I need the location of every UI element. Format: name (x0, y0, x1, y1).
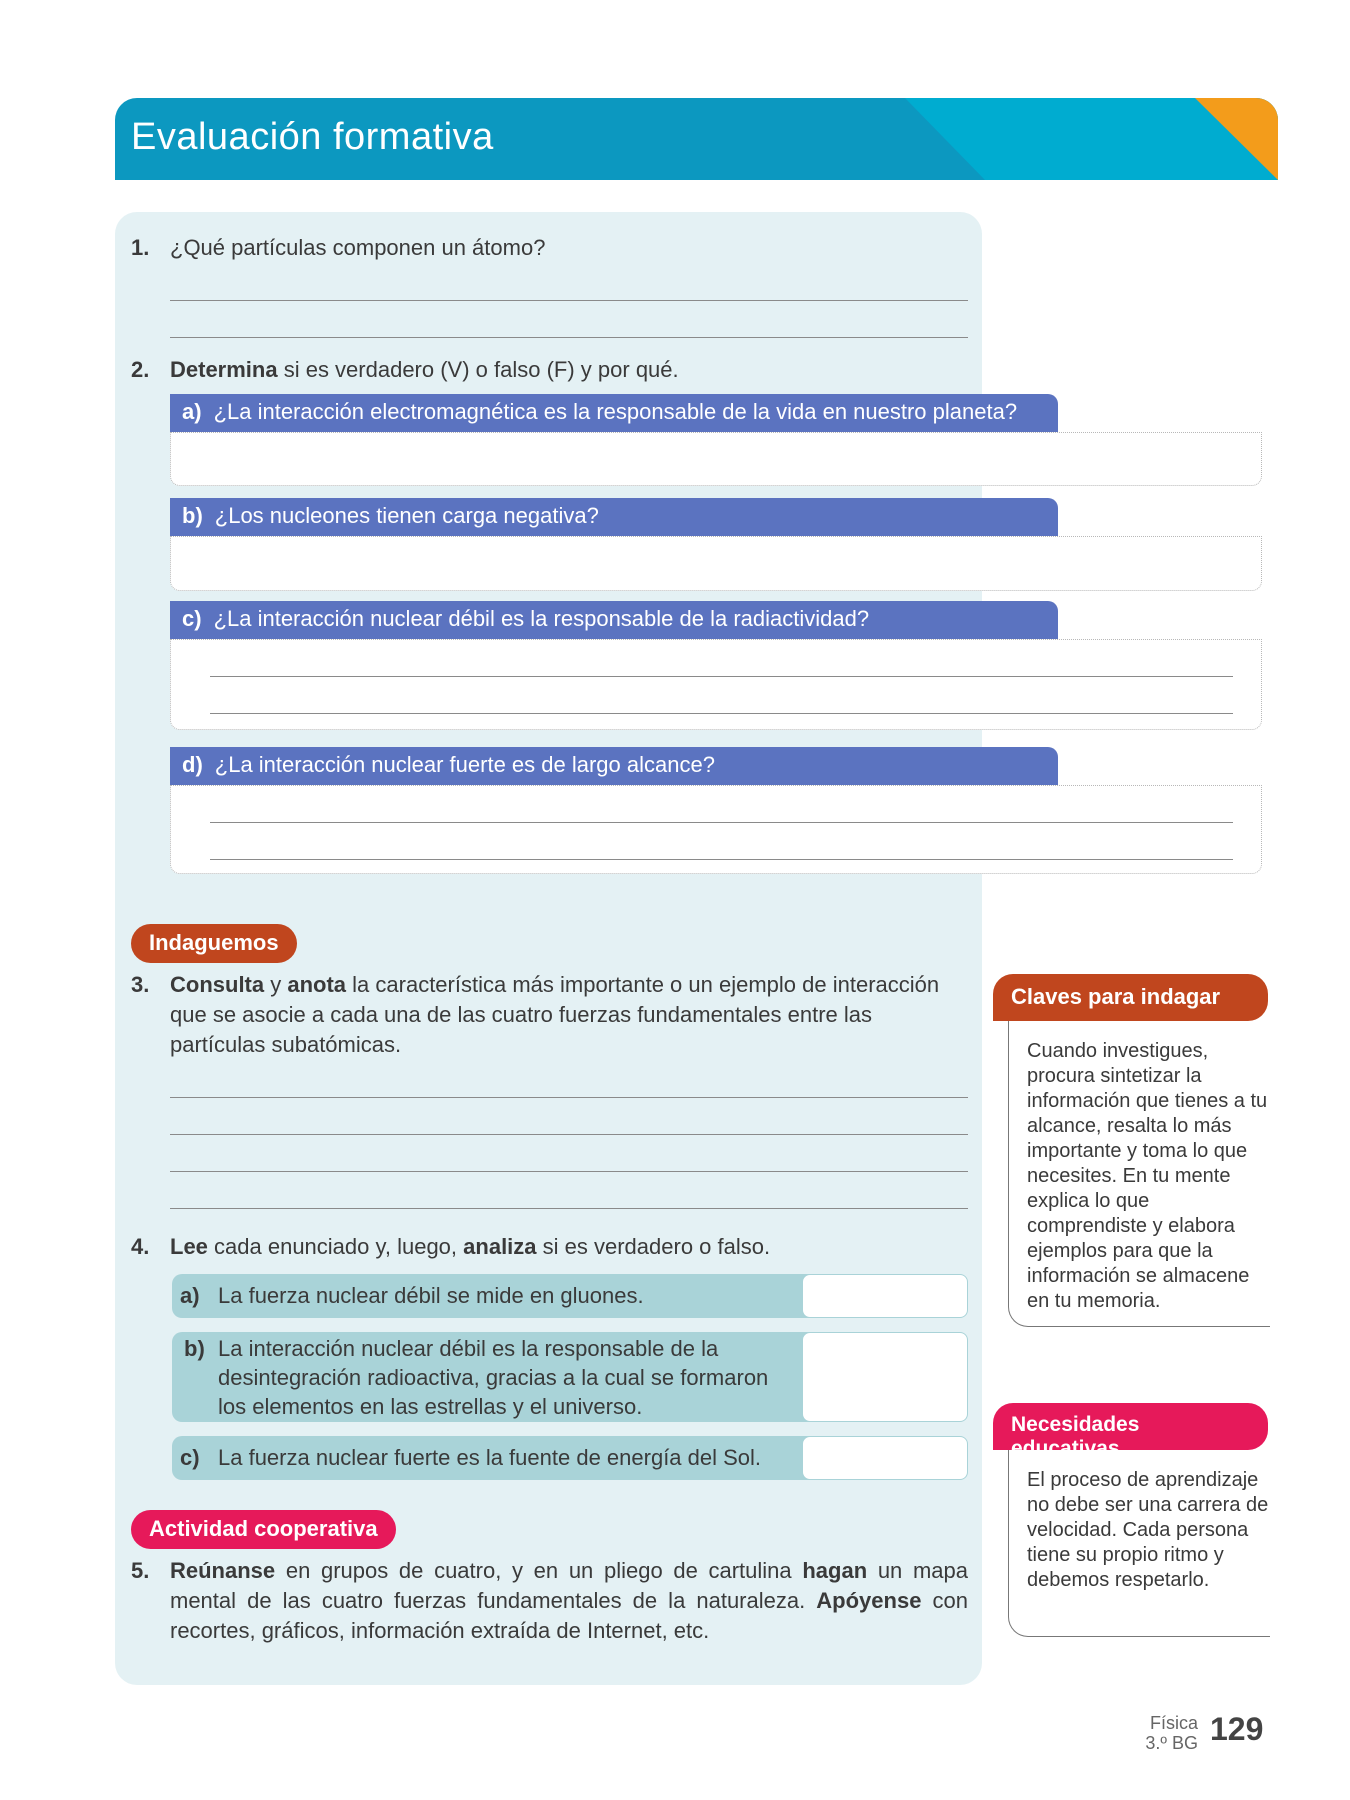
q4a-letter: a) (180, 1283, 200, 1308)
q2-rest: si es verdadero (V) o falso (F) y por qué. (277, 357, 679, 382)
q5-text-1: en grupos de cuatro, y en un pliego de cartulina (275, 1558, 803, 1583)
answer-line[interactable] (170, 1171, 968, 1172)
answer-line[interactable] (170, 337, 968, 338)
q3-text-1: y (264, 972, 288, 997)
q2c-text: ¿La interacción nuclear débil es la responsable de la radiactividad? (213, 606, 870, 631)
q5-text-2: un mapa mental de las cuatro fuerzas fundamentales de la naturaleza. (170, 1558, 968, 1613)
q4a-text: La fuerza nuclear débil se mide en gluones. (218, 1283, 644, 1308)
q4b-row (172, 1332, 968, 1422)
answer-line[interactable] (170, 300, 968, 301)
q4a-row (172, 1274, 968, 1318)
q2-text (170, 355, 679, 384)
q2b-bar (170, 498, 1058, 536)
q2-bold: Determina (170, 357, 278, 382)
q2c-letter: c) (182, 606, 202, 631)
q4b-answer-box[interactable] (802, 1332, 968, 1422)
q5-bold-1: Reúnanse (170, 1558, 276, 1583)
page-number: 129 (1210, 1711, 1264, 1747)
necesidades-title: Necesidades educativas (993, 1403, 1268, 1450)
q2d-bar (170, 747, 1058, 785)
q2d-text: ¿La interacción nuclear fuerte es de largo alcance? (214, 752, 715, 777)
q2a-letter: a) (182, 399, 202, 424)
answer-line[interactable] (210, 676, 1233, 677)
indaguemos-badge: Indaguemos (131, 924, 297, 963)
answer-line[interactable] (170, 1097, 968, 1098)
page-title: Evaluación formativa (131, 116, 494, 158)
claves-box (1008, 1021, 1270, 1327)
q2d-letter: d) (182, 752, 203, 777)
q5-bold-2: hagan (802, 1558, 868, 1583)
necesidades-text: El proceso de aprendizaje no debe ser una carrera de velocidad. Cada persona tiene su propio ritmo y debemos respetarlo. (1027, 1469, 1269, 1591)
q4-bold-2: analiza (463, 1234, 537, 1259)
answer-line[interactable] (210, 713, 1233, 714)
q3-text (170, 970, 970, 1060)
necesidades-box (1008, 1450, 1270, 1637)
dua-title: DUA (1017, 10, 1073, 38)
q4c-letter: c) (180, 1445, 200, 1470)
q4-text-2: si es verdadero o falso. (536, 1234, 771, 1259)
q4c-answer-box[interactable] (802, 1436, 968, 1480)
claves-title: Claves para indagar (993, 974, 1268, 1021)
q2-number: 2. (131, 357, 150, 382)
q4-number: 4. (131, 1234, 150, 1259)
answer-line[interactable] (210, 822, 1233, 823)
answer-line[interactable] (210, 859, 1233, 860)
q4-text-1: cada enunciado y, luego, (207, 1234, 464, 1259)
q2b-letter: b) (182, 503, 203, 528)
q4-text (170, 1232, 770, 1261)
q3-bold-1: Consulta (170, 972, 265, 997)
q5-text (170, 1556, 968, 1646)
q2b-text: ¿Los nucleones tienen carga negativa? (214, 503, 599, 528)
q4b-letter: b) (184, 1336, 205, 1361)
q5-number: 5. (131, 1558, 150, 1583)
q2c-bar (170, 601, 1058, 639)
q2a-answer-box[interactable] (170, 432, 1262, 486)
claves-text: Cuando investigues, procura sintetizar la información que tienes a tu alcance, resalta lo más importante y toma lo que necesites. En tu mente explica lo que comprendiste y elabora ejemplos para que la información se almacene en tu memoria. (1027, 1040, 1268, 1312)
q1-text: ¿Qué partículas componen un átomo? (170, 235, 546, 260)
q5-text-3: con recortes, gráficos, información extraída de Internet, etc. (170, 1588, 968, 1643)
dua-subtitle: Acción y expresión (944, 44, 1146, 69)
cooperativa-badge: Actividad cooperativa (131, 1510, 396, 1549)
answer-line[interactable] (170, 1134, 968, 1135)
q5-bold-3: Apóyense (816, 1588, 922, 1613)
q2c-answer-box[interactable] (170, 639, 1262, 730)
q2a-bar (170, 394, 1058, 432)
q2a-text: ¿La interacción electromagnética es la responsable de la vida en nuestro planeta? (213, 399, 1018, 424)
q4b-text: La interacción nuclear débil es la responsable de la desintegración radioactiva, gracias a la cual se formaron los elementos en las estrellas y el universo. (218, 1336, 769, 1419)
section-header (115, 98, 1278, 180)
footer-grade: 3.º BG (1145, 1733, 1198, 1753)
q2d-answer-box[interactable] (170, 785, 1262, 874)
q4c-text: La fuerza nuclear fuerte es la fuente de energía del Sol. (218, 1445, 762, 1470)
footer-subject: Física (1149, 1713, 1198, 1733)
q3-text-2: la característica más importante o un ejemplo de interacción que se asocie a cada una de las cuatro fuerzas fundamentales entre las partículas subatómicas. (170, 972, 940, 1057)
q4a-answer-box[interactable] (802, 1274, 968, 1318)
q2b-answer-box[interactable] (170, 536, 1262, 591)
q3-number: 3. (131, 972, 150, 997)
answer-line[interactable] (170, 1208, 968, 1209)
q3-bold-2: anota (287, 972, 347, 997)
q1-number: 1. (131, 235, 150, 260)
q4-bold-1: Lee (170, 1234, 208, 1259)
q4c-row (172, 1436, 968, 1480)
